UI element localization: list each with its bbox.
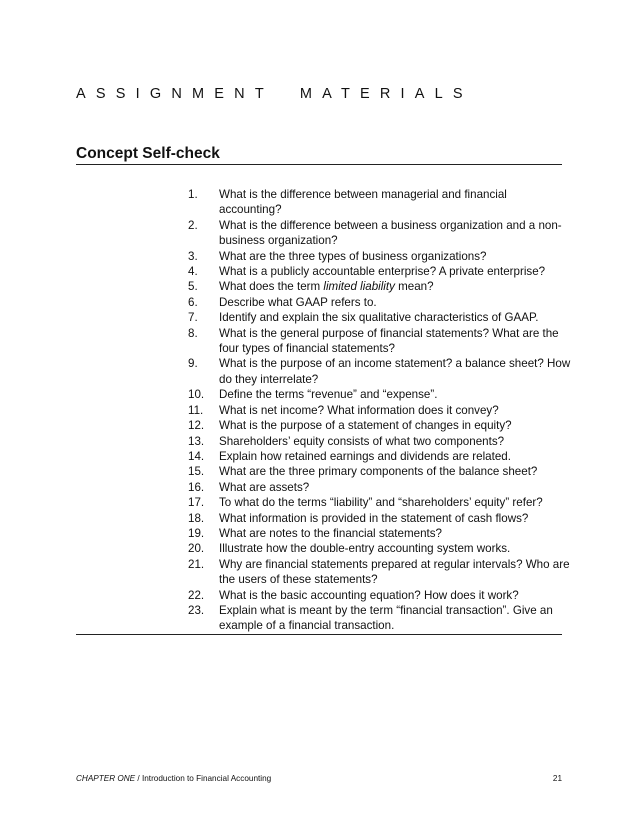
question-text: Describe what GAAP refers to. [219,295,377,309]
question-item [188,264,572,279]
question-number: 19. [188,526,205,540]
question-text: Illustrate how the double-entry accounting system works. [219,542,511,556]
question-number: 1. [188,188,198,201]
question-item [188,511,572,526]
question-term-italic: limited liability [323,280,395,294]
question-number: 9. [188,357,198,371]
question-number: 7. [188,311,198,325]
question-number: 14. [188,449,205,463]
question-item [188,403,572,418]
question-text [219,280,434,293]
question-list [188,187,572,634]
question-number: 16. [188,480,205,494]
question-text: Explain what is meant by the term “financial transaction”. Give an example of a financial transaction. [219,603,553,633]
assignment-materials-heading [76,86,473,102]
question-text: Why are financial statements prepared at regular intervals? Who are the users of these statements? [219,557,570,587]
question-number: 23. [188,603,205,617]
question-number: 20. [188,542,205,556]
question-text: What is the difference between managerial and financial accounting? [219,188,507,217]
heading-word-materials: MATERIALS [299,86,473,102]
question-text: What is the general purpose of financial statements? What are the four types of financial statements? [219,326,559,356]
question-number: 5. [188,280,198,294]
question-item [188,218,572,249]
question-item [188,495,572,510]
question-text-part: What does the term [219,280,324,294]
question-item [188,541,572,556]
question-number: 8. [188,326,198,340]
question-number: 17. [188,496,205,510]
question-number: 22. [188,588,205,602]
question-item [188,588,572,603]
question-text: What is the difference between a business organization and a non-business organization? [219,218,562,248]
question-item [188,480,572,495]
page-footer [76,774,562,783]
question-text: What are notes to the financial statements? [219,526,442,540]
question-text: Define the terms “revenue” and “expense”. [219,388,438,402]
section-title: Concept Self-check [76,145,220,162]
question-text: What are assets? [219,480,310,494]
question-item [188,326,572,357]
footer-book-title: Introduction to Financial Accounting [141,774,272,783]
question-item [188,449,572,464]
question-number: 2. [188,218,198,232]
question-item [188,387,572,402]
footer-chapter: CHAPTER ONE [76,774,136,783]
question-text: What is the basic accounting equation? How does it work? [219,588,519,602]
question-number: 18. [188,511,205,525]
question-number: 4. [188,265,198,279]
question-text: What information is provided in the statement of cash flows? [219,511,529,525]
question-text-part: mean? [394,280,434,294]
question-text: Identify and explain the six qualitative characteristics of GAAP. [219,311,539,325]
question-item [188,295,572,310]
question-item [188,279,572,294]
section-divider-top [76,164,562,165]
footer-chapter-title [76,774,271,783]
question-text: Explain how retained earnings and dividends are related. [219,449,511,463]
question-text: What is net income? What information does it convey? [219,403,499,417]
question-number: 21. [188,557,205,571]
question-text: What is the purpose of a statement of changes in equity? [219,419,512,433]
page-number: 21 [552,774,562,783]
section-divider-bottom [76,634,562,635]
footer-separator: / [135,774,142,783]
question-item [188,249,572,264]
question-item [188,526,572,541]
question-text: What is a publicly accountable enterprise? A private enterprise? [219,265,546,279]
question-item [188,187,572,218]
question-number: 15. [188,465,205,479]
question-number: 3. [188,249,198,263]
heading-word-assignment: ASSIGNMENT [76,86,274,102]
question-item [188,434,572,449]
question-item [188,310,572,325]
question-text: What are the three primary components of the balance sheet? [219,465,538,479]
question-number: 6. [188,295,198,309]
question-text: Shareholders’ equity consists of what two components? [219,434,505,448]
question-item [188,603,572,634]
question-item [188,464,572,479]
question-item [188,356,572,387]
question-text: What are the three types of business organizations? [219,249,487,263]
question-number: 10. [188,388,205,402]
question-text: To what do the terms “liability” and “shareholders’ equity” refer? [219,496,543,510]
question-number: 12. [188,419,205,433]
question-item [188,418,572,433]
question-item [188,557,572,588]
question-number: 11. [188,403,204,417]
question-text: What is the purpose of an income statement? a balance sheet? How do they interrelate? [219,357,571,386]
question-number: 13. [188,434,205,448]
